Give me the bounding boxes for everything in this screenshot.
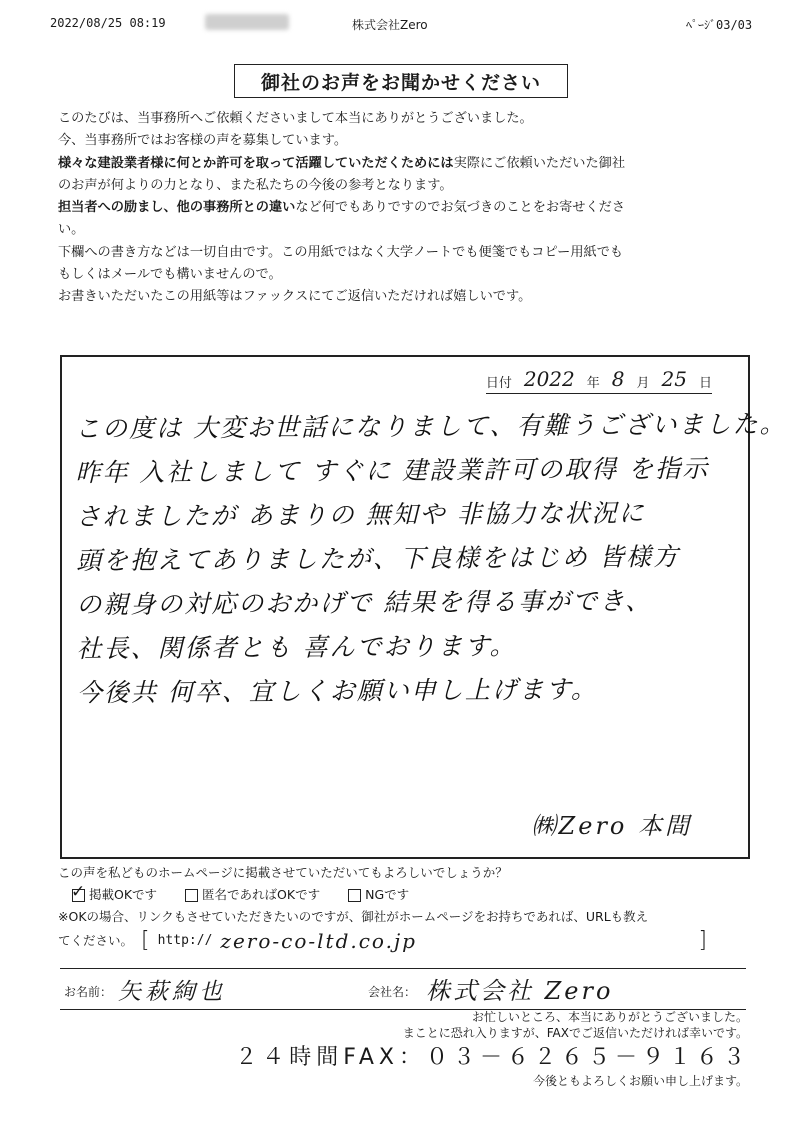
company-label: 会社名： (368, 985, 417, 999)
handwritten-message (74, 403, 787, 716)
link-note-2: てください。 (58, 933, 134, 948)
consent-option-label: 匿名であればOKです (202, 887, 321, 902)
link-note: ※OKの場合、リンクもさせていただきたいのですが、御社がホームページをお持ちであれば、URLも教え (58, 909, 649, 924)
handwritten-line: 昨年 入社しまして すぐに 建設業許可の取得 を指示 (75, 453, 710, 488)
date-month-unit: 月 (636, 376, 650, 391)
consent-section (58, 862, 758, 952)
consent-options (72, 884, 758, 906)
checkbox-icon[interactable] (72, 889, 85, 902)
intro-line: い。 (58, 222, 85, 238)
intro-line: 下欄への書き方などは一切自由です。この用紙ではなく大学ノートでも便箋でもコピー用紙でも (58, 244, 624, 260)
name-row (60, 968, 746, 1010)
url-bracket-close: ] (698, 928, 707, 953)
intro-text (58, 108, 758, 309)
intro-line: 今、当事務所ではお客様の声を募集しています。 (58, 133, 348, 149)
intro-line: 様々な建設業者様に何とか許可を取って活躍していただくためには実際にご依頼いただいた御社 (58, 155, 626, 171)
url-bracket-open: [ (141, 928, 150, 953)
handwritten-line: 今後共 何卒、宜しくお願い申し上げます。 (76, 674, 598, 708)
signature: ㈱Zero 本間 (531, 812, 692, 840)
intro-line: お書きいただいたこの用紙等はファックスにてご返信いただければ嬉しいです。 (58, 289, 532, 305)
handwritten-line: の親身の対応のおかげで 結果を得る事ができ、 (76, 586, 653, 620)
footer-thanks: お忙しいところ、本当にありがとうございました。 (471, 1010, 748, 1024)
date-year-unit: 年 (586, 376, 600, 391)
url-row (58, 930, 758, 952)
handwritten-line: 頭を抱えてありましたが、下良様をはじめ 皆様方 (75, 542, 681, 576)
intro-emphasis: 担当者への励まし、他の事務所との違い (58, 200, 296, 216)
intro-line: このたびは、当事務所へご依頼くださいまして本当にありがとうございました。 (58, 111, 533, 126)
handwritten-line: 社長、関係者とも 喜んでおります。 (76, 631, 517, 664)
consent-option[interactable] (348, 884, 409, 906)
fax-page-number: ﾍﾟｰｼﾞ03/03 (686, 18, 753, 32)
name-field[interactable]: 矢萩絢也 (118, 979, 226, 1005)
consent-option[interactable] (72, 884, 157, 906)
consent-question: この声を私どものホームページに掲載させていただいてもよろしいでしょうか？ (58, 865, 508, 880)
footer-closing: 今後ともよろしくお願い申し上げます。 (532, 1074, 748, 1088)
url-prefix: http:// (157, 933, 213, 948)
fax-datetime: 2022/08/25 08:19 (50, 16, 166, 30)
footer-request: まことに恐れ入りますが、FAXでご返信いただければ幸いです。 (402, 1026, 748, 1040)
date-month: 8 (611, 367, 625, 391)
checkbox-icon[interactable] (185, 889, 198, 902)
fax-header (0, 0, 800, 40)
intro-line: のお声が何よりの力となり、また私たちの今後の参考となります。 (58, 177, 453, 193)
fax-company: 株式会社Zero (352, 18, 428, 32)
intro-emphasis: 様々な建設業者様に何とか許可を取って活躍していただくためには (58, 155, 454, 171)
consent-option[interactable] (185, 884, 320, 906)
consent-option-label: NGです (365, 887, 410, 902)
date-day-unit: 日 (698, 376, 712, 391)
name-label: お名前： (64, 985, 113, 999)
checkbox-icon[interactable] (348, 889, 361, 902)
date-label: 日付 (485, 376, 512, 391)
form-title: 御社のお声をお聞かせください (234, 64, 568, 98)
redacted-sender (205, 14, 289, 30)
date-row (486, 367, 712, 394)
letter-box (60, 355, 787, 859)
date-day: 25 (661, 367, 687, 391)
intro-line: 担当者への励まし、他の事務所との違いなど何でもありですのでお気づきのことをお寄せくださ (58, 200, 626, 216)
url-field[interactable]: zero-co-ltd.co.jp (220, 929, 417, 953)
consent-option-label: 掲載OKです (89, 887, 158, 902)
handwritten-line: この度は 大変お世話になりまして、有難うございました。 (74, 409, 787, 444)
footer-fax-number: ２４時間FAX：０３－６２６５－９１６３ (235, 1045, 750, 1070)
company-field[interactable]: 株式会社 Zero (426, 977, 614, 1005)
handwritten-line: されましたが あまりの 無知や 非協力な状況に (75, 498, 646, 532)
date-year: 2022 (523, 367, 575, 391)
intro-line: もしくはメールでも構いませんので。 (58, 267, 282, 283)
